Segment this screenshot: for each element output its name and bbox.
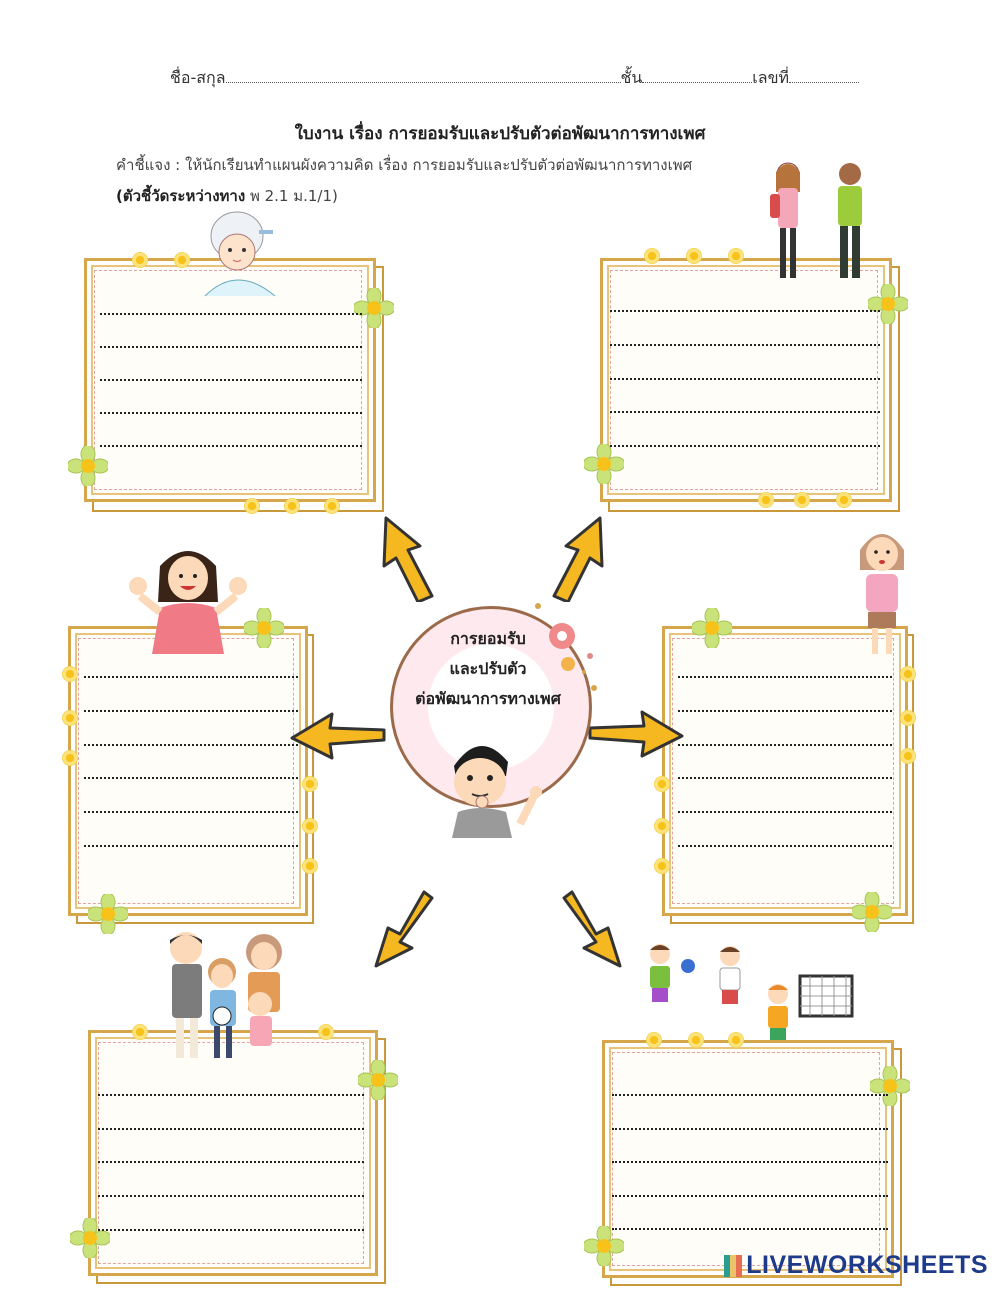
answer-line[interactable] [84, 845, 298, 847]
arrow-down-right-icon [560, 886, 630, 970]
flower-icon [244, 498, 260, 514]
answer-line[interactable] [678, 676, 892, 678]
kids-playing-illustration [640, 940, 858, 1062]
flower-icon [284, 498, 300, 514]
flower-icon [644, 248, 660, 264]
thinking-boy-illustration [436, 732, 546, 838]
answer-box-bottom-left [88, 1030, 386, 1284]
answer-line[interactable] [678, 710, 892, 712]
flower-icon [654, 818, 670, 834]
arrow-down-left-icon [366, 886, 436, 970]
indicator-value: พ 2.1 ม.1/1) [249, 187, 338, 205]
big-flower-icon [88, 894, 128, 934]
flower-icon [686, 248, 702, 264]
instruction-text: คำชี้แจง : ให้นักเรียนทำแผนผังความคิด เรื่อง การยอมรับและปรับตัวต่อพัฒนาการทางเพศ [116, 156, 693, 174]
indicator-label: (ตัวชี้วัดระหว่างทาง [116, 187, 246, 205]
brand-text: LIVEWORKSHEETS [746, 1251, 988, 1279]
answer-box-middle-right [662, 626, 914, 924]
flower-icon [324, 498, 340, 514]
answer-line[interactable] [98, 1161, 364, 1163]
flower-icon [900, 666, 916, 682]
flower-icon [302, 858, 318, 874]
answer-line[interactable] [100, 346, 362, 348]
big-flower-icon [358, 1060, 398, 1100]
answer-line[interactable] [612, 1128, 888, 1130]
flower-icon [318, 1024, 334, 1040]
big-flower-icon [852, 892, 892, 932]
flower-icon [836, 492, 852, 508]
answer-line[interactable] [100, 445, 362, 447]
flower-icon [302, 818, 318, 834]
answer-line[interactable] [84, 710, 298, 712]
center-line-3: ต่อพัฒนาการทางเพศ [415, 689, 561, 708]
answer-line[interactable] [612, 1195, 888, 1197]
flower-icon [302, 776, 318, 792]
answer-line[interactable] [610, 378, 880, 380]
class-field[interactable] [642, 68, 752, 83]
name-label: ชื่อ-สกุล [170, 68, 226, 87]
answer-box-top-right [600, 258, 900, 512]
answer-line[interactable] [678, 777, 892, 779]
class-label: ชั้น [620, 68, 643, 87]
big-flower-icon [868, 284, 908, 324]
answer-line[interactable] [612, 1161, 888, 1163]
answer-line[interactable] [678, 744, 892, 746]
answer-line[interactable] [98, 1128, 364, 1130]
answer-line[interactable] [100, 313, 362, 315]
answer-line[interactable] [678, 845, 892, 847]
flower-icon [62, 666, 78, 682]
answer-line[interactable] [610, 344, 880, 346]
answer-box-middle-left [68, 626, 314, 924]
answer-line[interactable] [84, 676, 298, 678]
flower-icon [758, 492, 774, 508]
answer-line[interactable] [100, 412, 362, 414]
flower-icon [62, 710, 78, 726]
flower-icon [728, 248, 744, 264]
flower-icon [794, 492, 810, 508]
big-flower-icon [870, 1066, 910, 1106]
number-field[interactable] [789, 68, 859, 83]
answer-line[interactable] [100, 379, 362, 381]
big-flower-icon [70, 1218, 110, 1258]
flower-icon [654, 776, 670, 792]
center-line-2: และปรับตัว [449, 659, 527, 678]
arrow-right-icon [586, 706, 686, 760]
arrow-left-icon [288, 708, 388, 762]
flower-icon [654, 858, 670, 874]
answer-line[interactable] [612, 1094, 888, 1096]
big-flower-icon [244, 608, 284, 648]
answer-line[interactable] [84, 811, 298, 813]
flower-icon [900, 748, 916, 764]
answer-line[interactable] [84, 777, 298, 779]
family-illustration [160, 926, 294, 1060]
answer-line[interactable] [84, 744, 298, 746]
name-field[interactable] [226, 68, 621, 83]
answer-line[interactable] [610, 411, 880, 413]
number-label: เลขที่ [752, 68, 790, 87]
answer-line[interactable] [612, 1228, 888, 1230]
liveworksheets-logo [724, 1251, 988, 1280]
big-flower-icon [354, 288, 394, 328]
answer-line[interactable] [610, 445, 880, 447]
big-flower-icon [692, 608, 732, 648]
answer-line[interactable] [610, 310, 880, 312]
big-flower-icon [68, 446, 108, 486]
liveworksheets-icon [724, 1255, 742, 1277]
arrow-up-right-icon [540, 512, 612, 602]
girl-thinking-illustration [852, 524, 912, 660]
flower-icon [62, 750, 78, 766]
answer-line[interactable] [98, 1094, 364, 1096]
worksheet-title: ใบงาน เรื่อง การยอมรับและปรับตัวต่อพัฒนาการทางเพศ [294, 124, 706, 144]
arrow-up-left-icon [374, 512, 446, 602]
teen-couple-illustration [764, 158, 884, 290]
girl-with-towel-illustration [195, 206, 285, 298]
answer-box-bottom-right [602, 1040, 902, 1286]
student-info-line [170, 66, 859, 91]
center-line-1: การยอมรับ [450, 629, 526, 648]
indicator-text [116, 184, 338, 208]
big-flower-icon [584, 1226, 624, 1266]
flower-icon [132, 252, 148, 268]
flower-icon [174, 252, 190, 268]
big-flower-icon [584, 444, 624, 484]
flower-icon [132, 1024, 148, 1040]
waving-woman-illustration [126, 542, 250, 654]
answer-line[interactable] [98, 1229, 364, 1231]
center-topic-text [390, 624, 586, 714]
flower-icon [900, 710, 916, 726]
answer-line[interactable] [98, 1195, 364, 1197]
answer-line[interactable] [678, 811, 892, 813]
